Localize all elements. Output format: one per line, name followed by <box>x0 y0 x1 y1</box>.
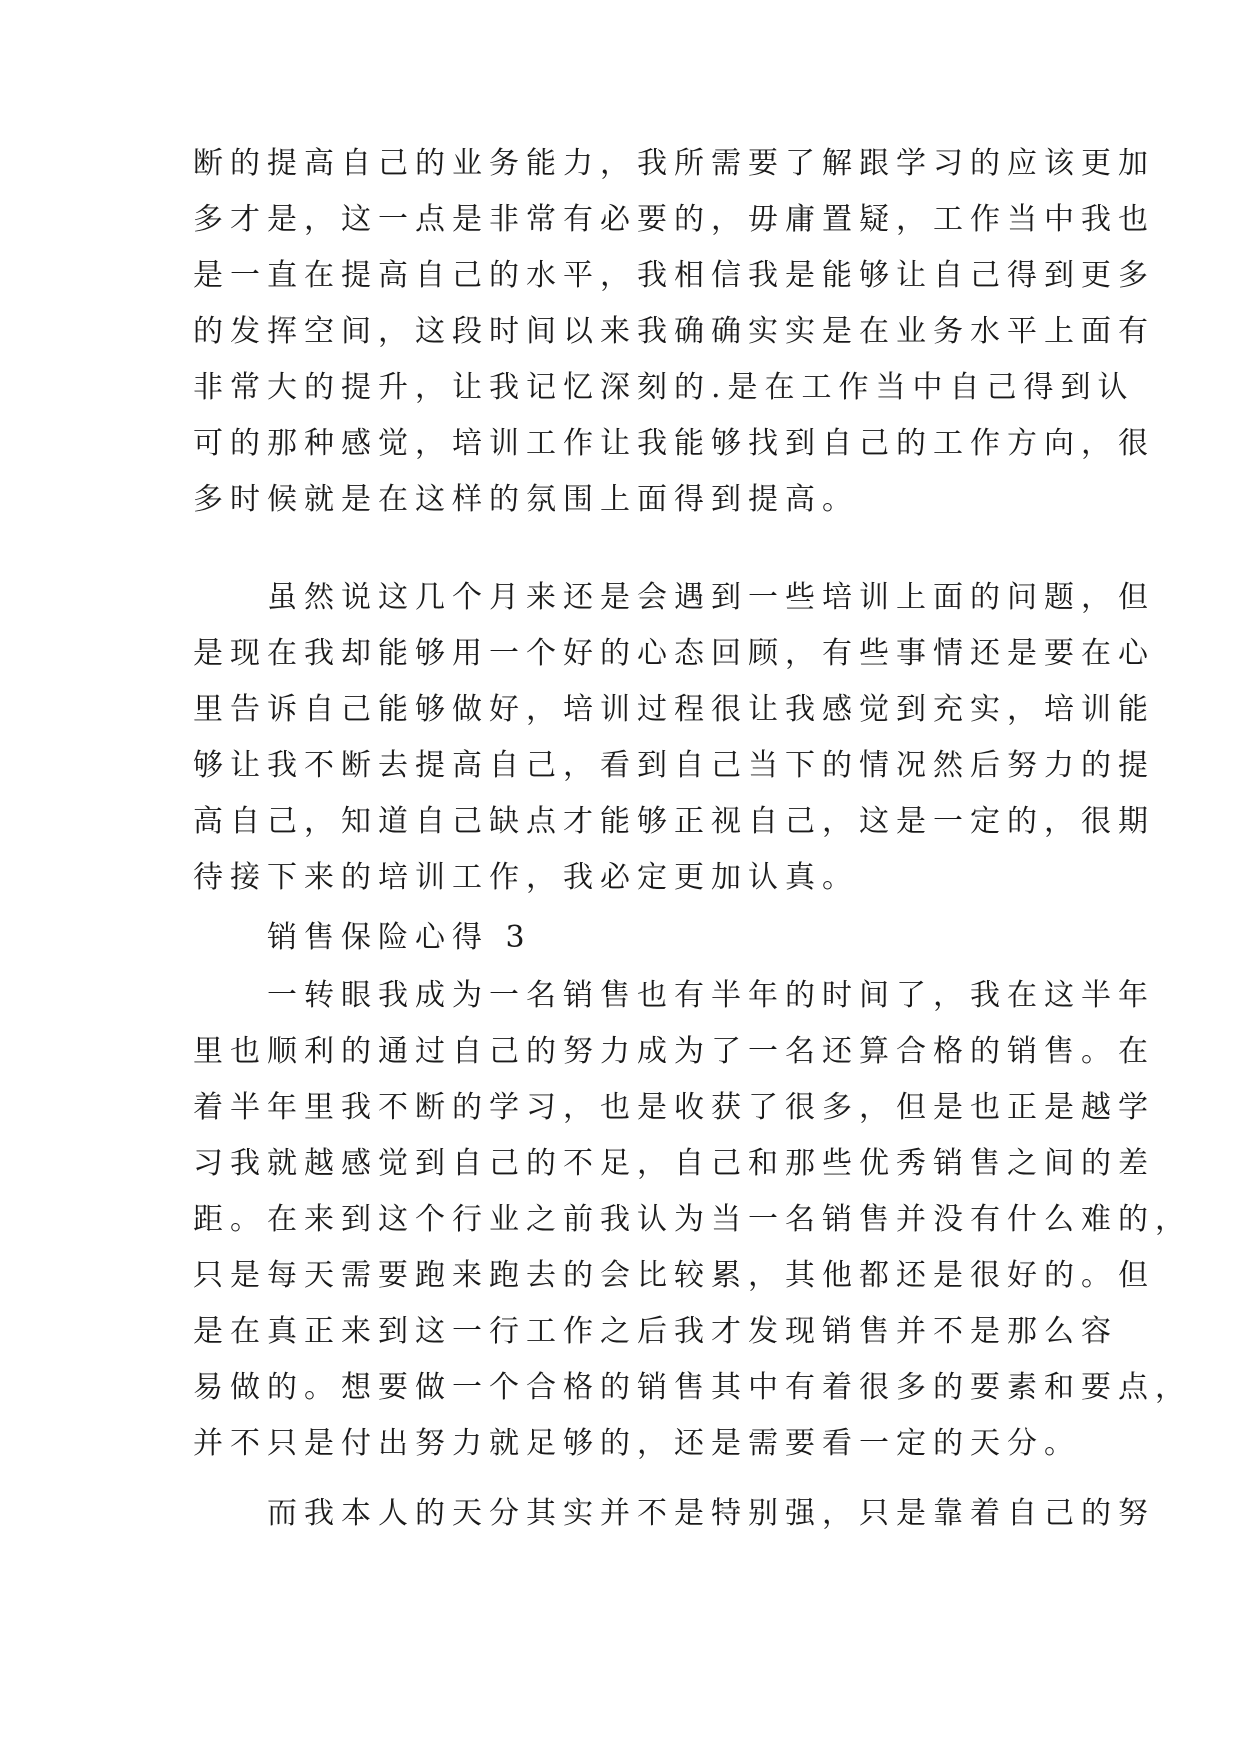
text-line: 多时候就是在这样的氛围上面得到提高。 <box>193 482 859 517</box>
text-line: 高自己，知道自己缺点才能够正视自己，这是一定的，很期 <box>193 804 1155 839</box>
text-line: 虽然说这几个月来还是会遇到一些培训上面的问题，但 <box>193 580 1155 615</box>
text-line: 可的那种感觉，培训工作让我能够找到自己的工作方向，很 <box>193 426 1155 461</box>
text-line: 里也顺利的通过自己的努力成为了一名还算合格的销售。在 <box>193 1034 1155 1069</box>
text-line: 非常大的提升，让我记忆深刻的.是在工作当中自己得到认 <box>193 370 1135 405</box>
text-line: 一转眼我成为一名销售也有半年的时间了，我在这半年 <box>193 978 1155 1013</box>
text-line: 多才是，这一点是非常有必要的，毋庸置疑，工作当中我也 <box>193 202 1155 237</box>
text-line: 是现在我却能够用一个好的心态回顾，有些事情还是要在心 <box>193 636 1155 671</box>
text-line: 断的提高自己的业务能力，我所需要了解跟学习的应该更加 <box>193 146 1155 181</box>
text-line: 待接下来的培训工作，我必定更加认真。 <box>193 860 859 895</box>
text-line: 是一直在提高自己的水平，我相信我是能够让自己得到更多 <box>193 258 1155 293</box>
text-line: 而我本人的天分其实并不是特别强，只是靠着自己的努 <box>193 1496 1155 1531</box>
text-line: 是在真正来到这一行工作之后我才发现销售并不是那么容 <box>193 1314 1118 1349</box>
text-line: 只是每天需要跑来跑去的会比较累，其他都还是很好的。但 <box>193 1258 1155 1293</box>
text-line: 并不只是付出努力就足够的，还是需要看一定的天分。 <box>193 1426 1081 1461</box>
text-line: 易做的。想要做一个合格的销售其中有着很多的要素和要点， <box>193 1370 1192 1405</box>
section-heading: 销售保险心得 3 <box>193 920 532 955</box>
text-line: 够让我不断去提高自己，看到自己当下的情况然后努力的提 <box>193 748 1155 783</box>
text-line: 着半年里我不断的学习，也是收获了很多，但是也正是越学 <box>193 1090 1155 1125</box>
text-line: 里告诉自己能够做好，培训过程很让我感觉到充实，培训能 <box>193 692 1155 727</box>
text-line: 距。在来到这个行业之前我认为当一名销售并没有什么难的， <box>193 1202 1192 1237</box>
text-line: 的发挥空间，这段时间以来我确确实实是在业务水平上面有 <box>193 314 1155 349</box>
text-line: 习我就越感觉到自己的不足，自己和那些优秀销售之间的差 <box>193 1146 1155 1181</box>
